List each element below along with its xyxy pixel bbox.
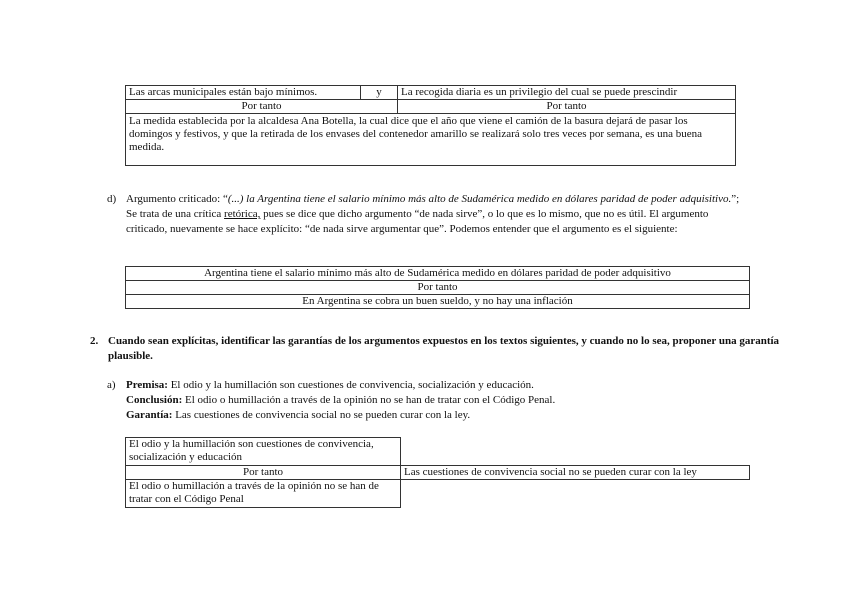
premise-label: Premisa: [126,379,168,391]
argument-table-3 [125,437,750,508]
table3-empty-top [401,438,750,466]
table3-empty-bottom [401,480,750,508]
table3-conclusion-cell: El odio o humillación a través de la opinión no se han de tratar con el Código Penal [126,480,401,508]
item-d-marker: d) [107,193,117,205]
premise-b-cell: La recogida diaria es un privilegio del cual se puede prescindir [398,86,736,100]
table3-premise-cell: El odio y la humillación son cuestiones de convivencia, socialización y educación [126,438,401,466]
connector-cell: y [361,86,398,100]
item-a-warrant-line [126,408,746,423]
item-d-paragraph [126,192,746,237]
section-2-number: 2. [90,335,99,347]
premise-a-cell: Las arcas municipales están bajo mínimos. [126,86,361,100]
therefore-left-cell: Por tanto [126,100,398,114]
item-d-after-quote: ”; Se trata de una crítica [126,193,740,220]
conclusion-text: El odio o humillación a través de la opinión no se han de tratar con el Código Penal. [182,394,556,406]
item-d-lead: Argumento criticado: “ [126,193,228,205]
table3-therefore-cell: Por tanto [126,466,401,480]
table3-warrant-cell: Las cuestiones de convivencia social no se pueden curar con la ley [401,466,750,480]
argument-table-1 [125,85,736,166]
conclusion-label: Conclusión: [126,394,183,406]
table2-therefore-cell: Por tanto [126,281,750,295]
item-a-block [126,378,746,423]
argument-table-2 [125,266,750,309]
item-a-premise-line [126,378,746,393]
item-d-quote: (...) la Argentina tiene el salario mínimo más alto de Sudamérica medido en dólares paridad de poder adquisitivo. [227,193,732,205]
item-a-conclusion-line [126,393,746,408]
item-a-marker: a) [107,379,116,391]
warrant-text: Las cuestiones de convivencia social no se pueden curar con la ley. [172,409,471,421]
table2-premise-cell: Argentina tiene el salario mínimo más alto de Sudamérica medido en dólares paridad de poder adquisitivo [126,267,750,281]
warrant-label: Garantía: [126,409,173,421]
premise-text: El odio y la humillación son cuestiones de convivencia, socialización y educación. [167,379,534,391]
therefore-right-cell: Por tanto [398,100,736,114]
table2-conclusion-cell: En Argentina se cobra un buen sueldo, y no hay una inflación [126,295,750,309]
section-2-heading: Cuando sean explícitas, identificar las garantías de los argumentos expuestos en los textos siguientes, y cuando no lo sea, proponer una garantía plausible. [108,335,780,362]
item-d-rest: pues se dice que dicho argumento “de nada sirve”, o lo que es lo mismo, que no es útil. El argumento criticado, nuevamente se hace explícito: “de nada sirve argumentar que”. Podemos entender que el argumento es el siguiente: [126,208,709,235]
item-d-underlined: retórica, [224,208,261,220]
conclusion-cell: La medida establecida por la alcaldesa Ana Botella, la cual dice que el año que viene el camión de la basura dejará de pasar los domingos y festivos, y que la retirada de los envases del contenedor amarillo se realizará solo tres veces por semana, es una buena medida. [126,114,736,166]
